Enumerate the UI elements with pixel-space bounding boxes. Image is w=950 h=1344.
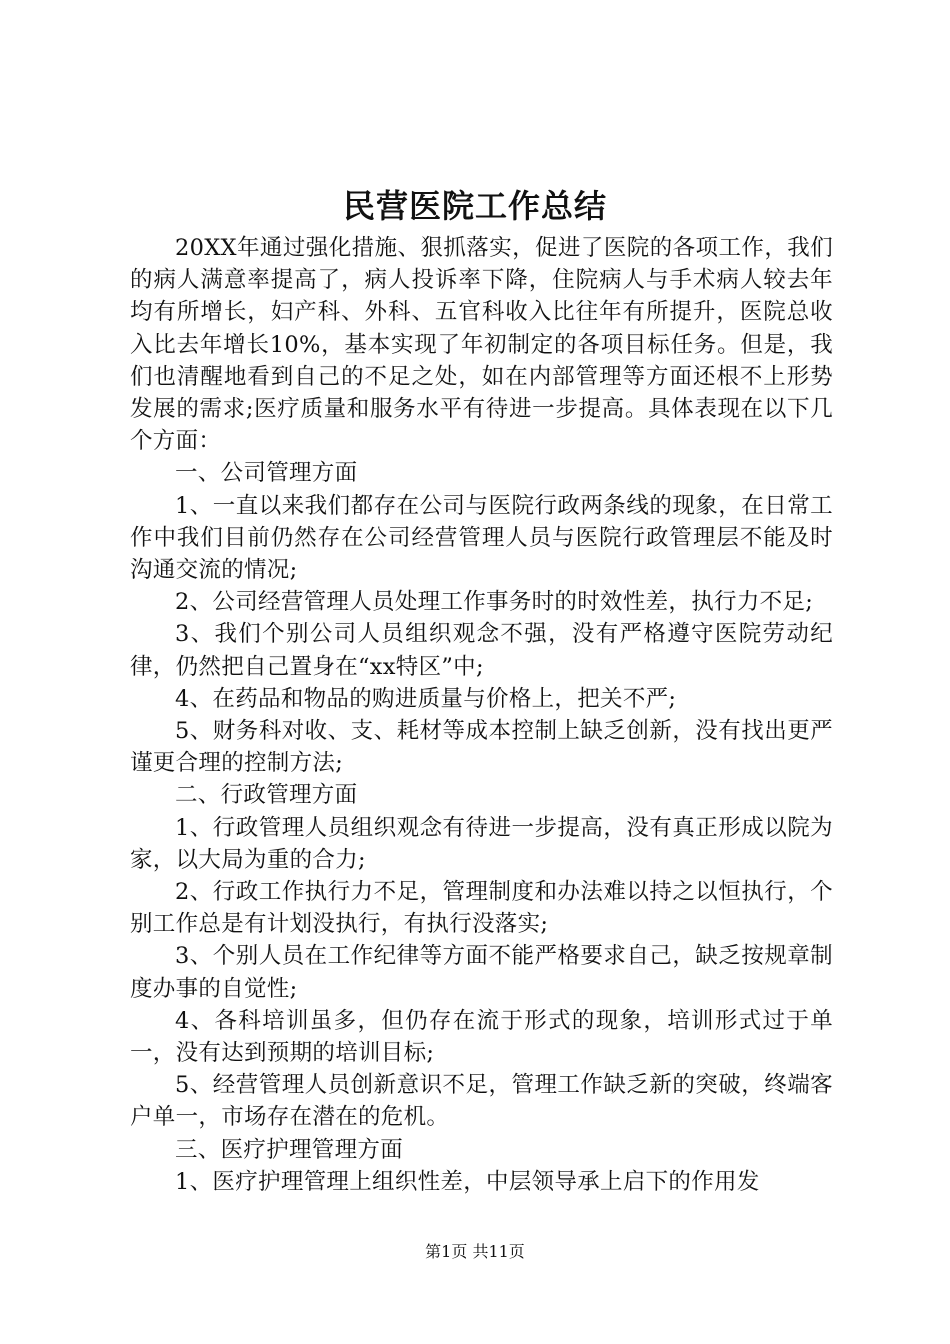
list-item: 1、行政管理人员组织观念有待进一步提高，没有真正形成以院为家，以大局为重的合力; (130, 814, 833, 873)
list-item: 3、个别人员在工作纪律等方面不能严格要求自己，缺乏按规章制度办事的自觉性; (130, 943, 833, 1002)
list-item: 2、行政工作执行力不足，管理制度和办法难以持之以恒执行，个别工作总是有计划没执行，有执行没落实; (130, 879, 833, 938)
page-number-footer: 第1页 共11页 (425, 1242, 525, 1261)
section-heading-company: 一、公司管理方面 (175, 460, 358, 487)
list-item: 2、公司经营管理人员处理工作事务时的时效性差，执行力不足; (175, 589, 814, 616)
paragraph-intro: 20XX年通过强化措施、狠抓落实，促进了医院的各项工作，我们的病人满意率提高了，病人投诉率下降，住院病人与手术病人较去年均有所增长，妇产科、外科、五官科收入比往年有所提升，医院总收入比去年增长10%，基本实现了年初制定的各项目标任务。但是，我们也清醒地看到自己的不足之处，如在内部管理等方面还根不上形势发展的需求;医疗质量和服务水平有待进一步提高。具体表现在以下几个方面： (130, 235, 833, 455)
document-title: 民营医院工作总结 (342, 187, 607, 225)
list-item: 5、财务科对收、支、耗材等成本控制上缺乏创新，没有找出更严谨更合理的控制方法; (130, 718, 833, 777)
section-heading-admin: 二、行政管理方面 (175, 782, 358, 809)
section-heading-medical: 三、医疗护理管理方面 (175, 1136, 404, 1163)
list-item: 4、各科培训虽多，但仍存在流于形式的现象，培训形式过于单一，没有达到预期的培训目标; (130, 1007, 833, 1067)
list-item: 3、我们个别公司人员组织观念不强，没有严格遵守医院劳动纪律，仍然把自己置身在“xx特区”中; (130, 621, 833, 680)
list-item: 5、经营管理人员创新意识不足，管理工作缺乏新的突破，终端客户单一，市场存在潜在的危机。 (130, 1072, 833, 1131)
list-item: 1、医疗护理管理上组织性差，中层领导承上启下的作用发 (175, 1168, 760, 1195)
list-item: 1、一直以来我们都存在公司与医院行政两条线的现象，在日常工作中我们目前仍然存在公司经营管理人员与医院行政管理层不能及时沟通交流的情况; (130, 492, 833, 584)
list-item: 4、在药品和物品的购进质量与价格上，把关不严; (175, 685, 677, 712)
document-body (130, 232, 833, 1198)
